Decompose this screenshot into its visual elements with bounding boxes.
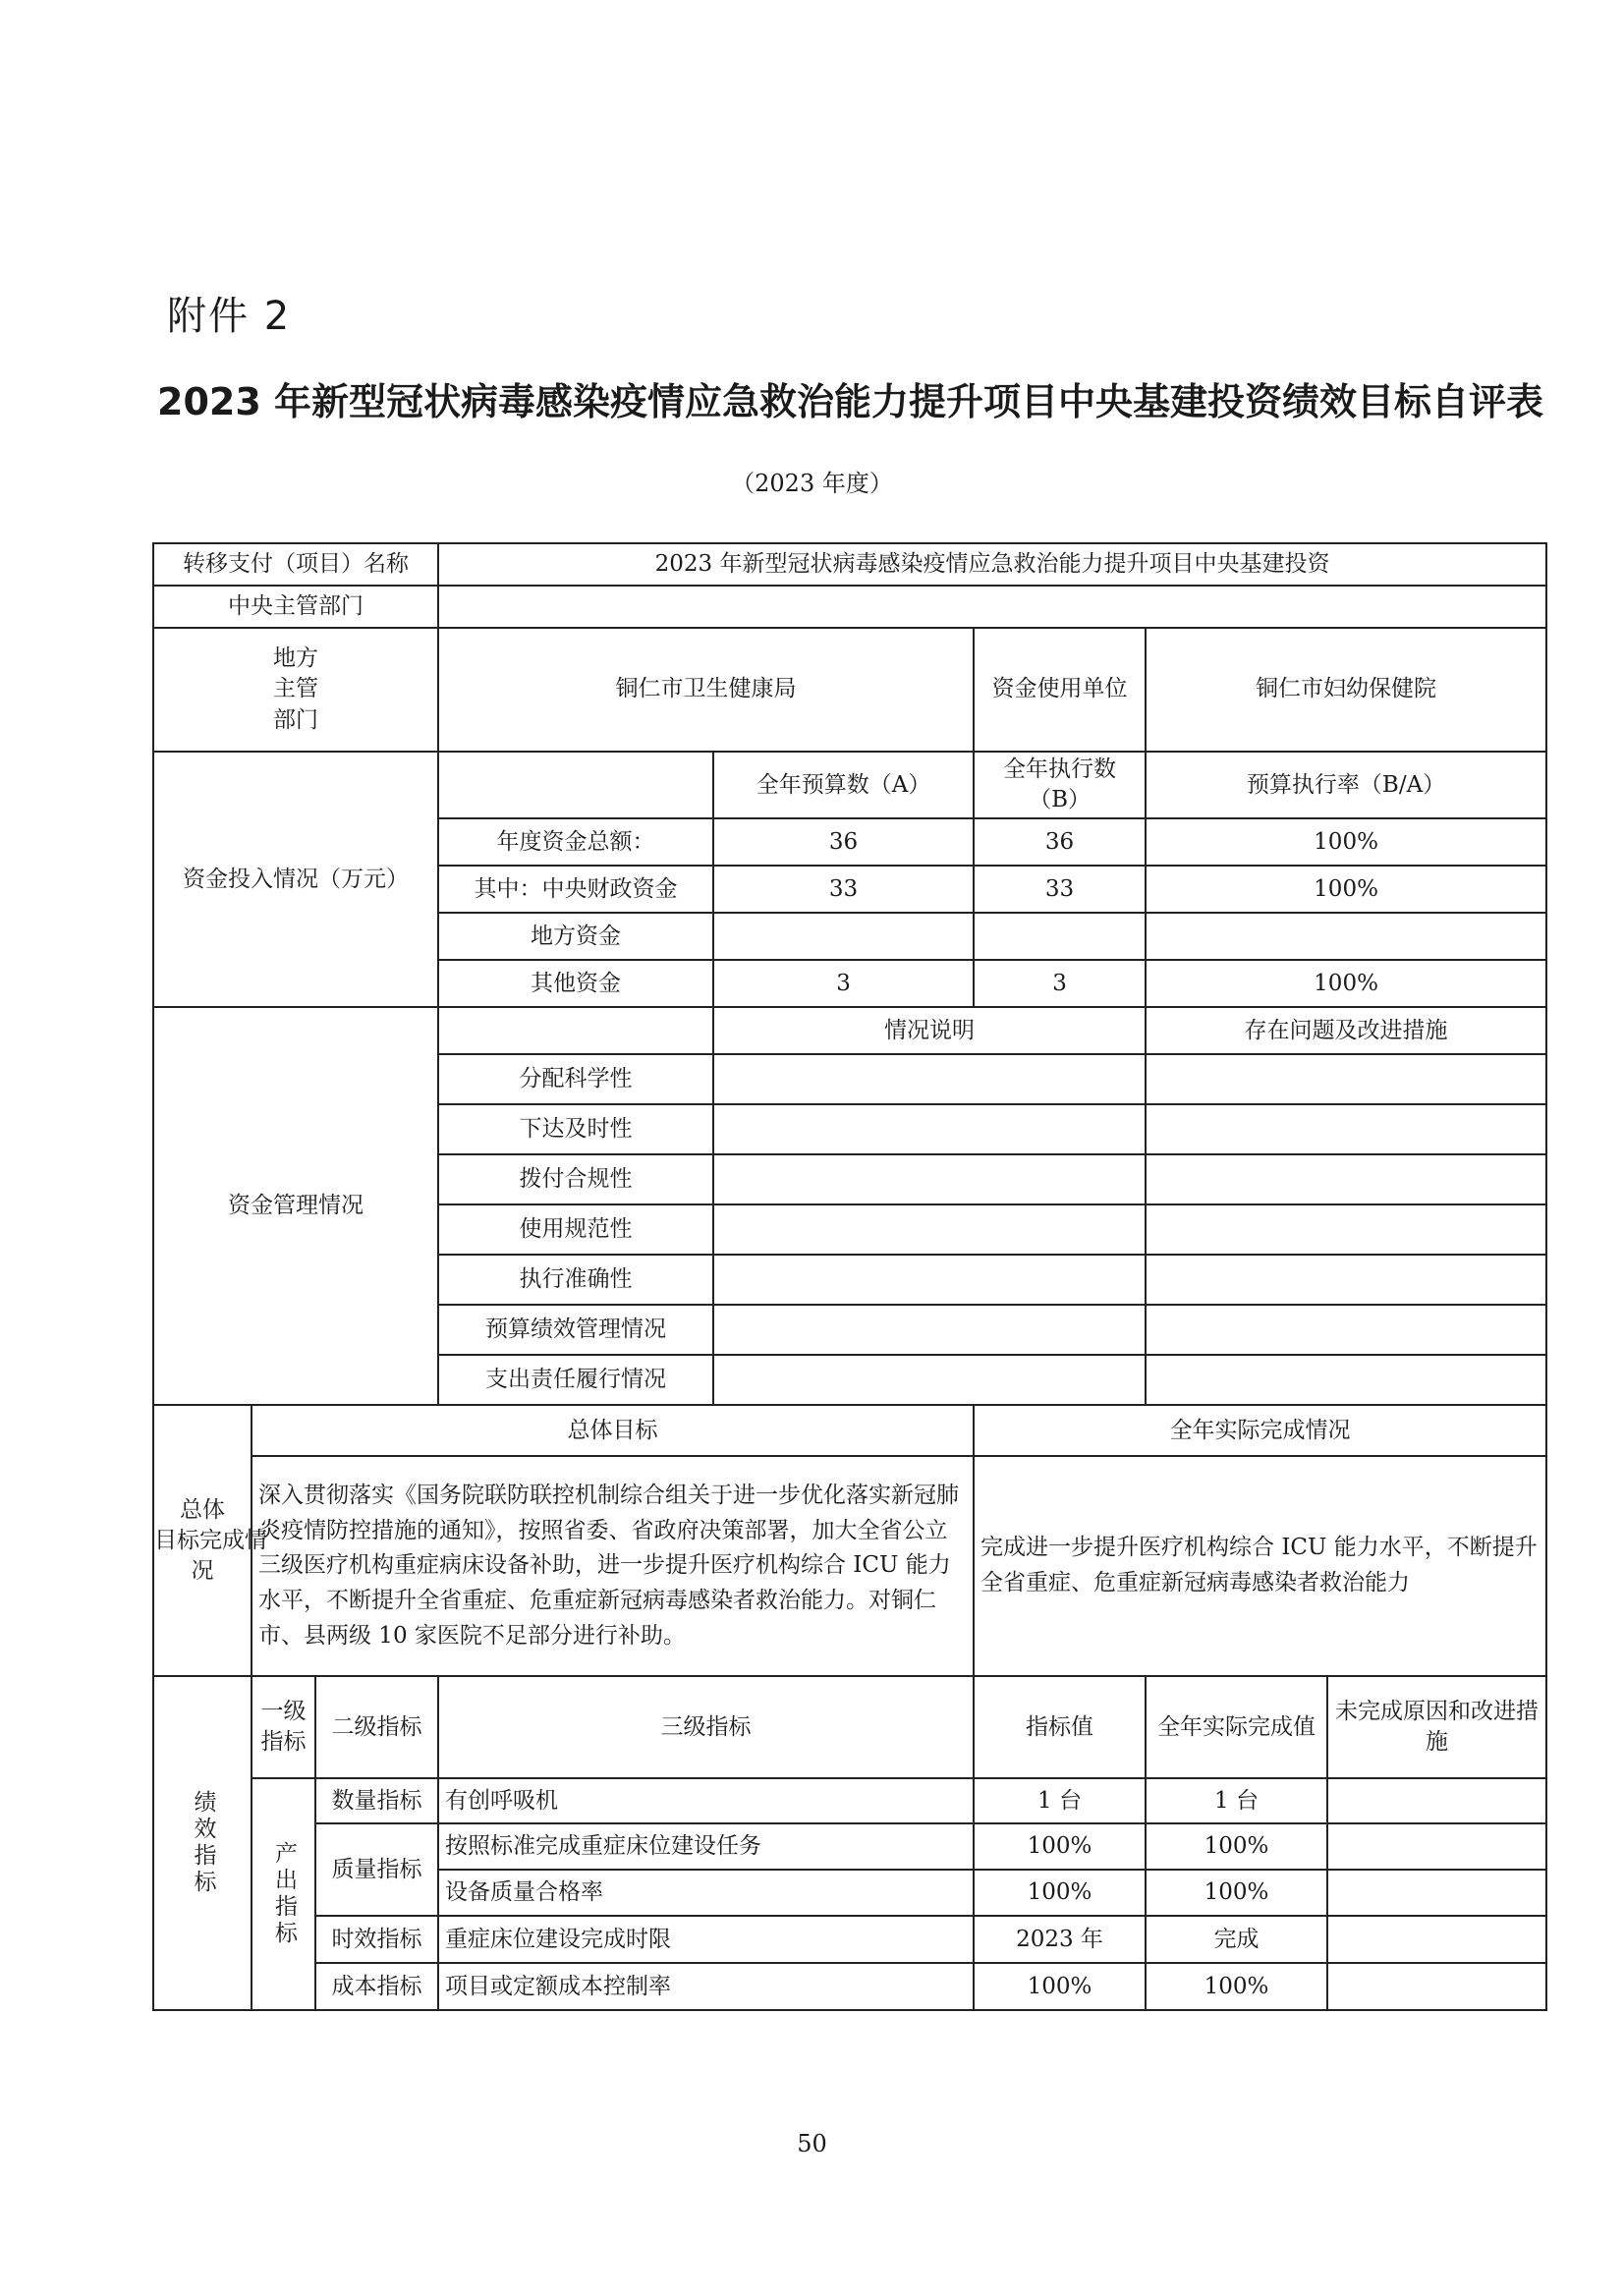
- indicator-level3: 按照标准完成重症床位建设任务: [438, 1823, 974, 1870]
- indicator-reason: [1327, 1870, 1546, 1916]
- indicators-header-level2: 二级指标: [315, 1676, 438, 1778]
- document-title: 2023 年新型冠状病毒感染疫情应急救治能力提升项目中央基建投资绩效目标自评表: [157, 380, 1543, 423]
- indicator-target: 100%: [974, 1823, 1146, 1870]
- indicator-reason: [1327, 1823, 1546, 1870]
- goal-header-row: [153, 1405, 1546, 1456]
- indicators-header-target: 指标值: [974, 1676, 1146, 1778]
- funds-row-budget: 33: [713, 866, 974, 913]
- indicators-header-reason: 未完成原因和改进措施: [1327, 1676, 1546, 1778]
- management-row-description: [713, 1054, 1146, 1104]
- indicator-row: [153, 1963, 1546, 2010]
- indicator-row: [153, 1916, 1546, 1963]
- funds-row-label: 其他资金: [438, 960, 713, 1007]
- funds-header-executed: 全年执行数（B）: [974, 752, 1146, 818]
- management-row-issues: [1146, 1054, 1546, 1104]
- goal-overall-header: 总体目标: [252, 1405, 974, 1456]
- funds-row-rate: 100%: [1146, 818, 1546, 866]
- indicator-target: 100%: [974, 1870, 1146, 1916]
- indicator-level3: 项目或定额成本控制率: [438, 1963, 974, 2010]
- funds-row-executed: 36: [974, 818, 1146, 866]
- indicator-actual: 1 台: [1146, 1778, 1327, 1823]
- funds-header-budget: 全年预算数（A）: [713, 752, 974, 818]
- central-dept-value: [438, 586, 1546, 628]
- indicator-row: [153, 1778, 1546, 1823]
- project-name-row: [153, 543, 1546, 586]
- management-row-description: [713, 1355, 1146, 1405]
- project-name-value: 2023 年新型冠状病毒感染疫情应急救治能力提升项目中央基建投资: [438, 543, 1546, 586]
- management-row-issues: [1146, 1255, 1546, 1305]
- fund-user-value: 铜仁市妇幼保健院: [1146, 628, 1546, 752]
- indicator-target: 2023 年: [974, 1916, 1146, 1963]
- goal-overall-text: 深入贯彻落实《国务院联防联控机制综合组关于进一步优化落实新冠肺炎疫情防控措施的通知》，按照省委、省政府决策部署，加大全省公立三级医疗机构重症病床设备补助，进一步提升医疗机构综合 ICU 能力水平，不断提升全省重症、危重症新冠病毒感染者救治能力。对铜仁市、县两级 10 家医院不足部分进行补助。: [252, 1456, 974, 1676]
- indicator-level2: 质量指标: [315, 1823, 438, 1916]
- goal-actual-text: 完成进一步提升医疗机构综合 ICU 能力水平，不断提升全省重症、危重症新冠病毒感染者救治能力: [974, 1456, 1546, 1676]
- local-dept-label: 地方 主管 部门: [153, 628, 438, 752]
- central-dept-label: 中央主管部门: [153, 586, 438, 628]
- indicators-header-row: [153, 1676, 1546, 1778]
- management-row-label: 使用规范性: [438, 1204, 713, 1255]
- attachment-label: 附件 2: [167, 294, 292, 339]
- indicator-level3: 有创呼吸机: [438, 1778, 974, 1823]
- funds-row-executed: 3: [974, 960, 1146, 1007]
- indicator-actual: 100%: [1146, 1870, 1327, 1916]
- indicator-level3: 重症床位建设完成时限: [438, 1916, 974, 1963]
- goal-content-row: [153, 1456, 1546, 1676]
- management-row-label: 支出责任履行情况: [438, 1355, 713, 1405]
- indicator-actual: 完成: [1146, 1916, 1327, 1963]
- funds-row-budget: 36: [713, 818, 974, 866]
- management-row-label: 下达及时性: [438, 1104, 713, 1154]
- page-number: 50: [797, 2130, 827, 2157]
- management-row-description: [713, 1255, 1146, 1305]
- management-row-issues: [1146, 1104, 1546, 1154]
- funds-row-budget: [713, 913, 974, 960]
- management-row-issues: [1146, 1305, 1546, 1355]
- funds-header-row: [153, 752, 1546, 818]
- funds-header-blank: [438, 752, 713, 818]
- indicators-section-label: 绩效指标: [153, 1676, 252, 2010]
- goal-actual-header: 全年实际完成情况: [974, 1405, 1546, 1456]
- indicator-row: [153, 1823, 1546, 1870]
- management-row-issues: [1146, 1204, 1546, 1255]
- management-row-description: [713, 1154, 1146, 1204]
- management-row-label: 分配科学性: [438, 1054, 713, 1104]
- management-row-description: [713, 1204, 1146, 1255]
- indicator-actual: 100%: [1146, 1963, 1327, 2010]
- management-row-issues: [1146, 1154, 1546, 1204]
- indicator-level2: 数量指标: [315, 1778, 438, 1823]
- local-dept-value: 铜仁市卫生健康局: [438, 628, 974, 752]
- funds-section-label: 资金投入情况（万元）: [153, 752, 438, 1007]
- indicators-level1-label: 产出指标: [252, 1778, 315, 2010]
- indicator-target: 100%: [974, 1963, 1146, 2010]
- funds-row-budget: 3: [713, 960, 974, 1007]
- management-row-description: [713, 1305, 1146, 1355]
- management-row-label: 预算绩效管理情况: [438, 1305, 713, 1355]
- management-header-description: 情况说明: [713, 1007, 1146, 1054]
- management-section-label: 资金管理情况: [153, 1007, 438, 1405]
- indicator-reason: [1327, 1778, 1546, 1823]
- indicator-target: 1 台: [974, 1778, 1146, 1823]
- indicator-reason: [1327, 1963, 1546, 2010]
- funds-row-label: 地方资金: [438, 913, 713, 960]
- management-row-description: [713, 1104, 1146, 1154]
- funds-row-label: 年度资金总额：: [438, 818, 713, 866]
- local-dept-row: [153, 628, 1546, 752]
- project-name-label: 转移支付（项目）名称: [153, 543, 438, 586]
- indicator-level3: 设备质量合格率: [438, 1870, 974, 1916]
- central-dept-row: [153, 586, 1546, 628]
- funds-row-rate: [1146, 913, 1546, 960]
- indicators-header-actual: 全年实际完成值: [1146, 1676, 1327, 1778]
- funds-row-executed: 33: [974, 866, 1146, 913]
- funds-row-executed: [974, 913, 1146, 960]
- evaluation-table: [152, 542, 1547, 2011]
- year-subtitle: （2023 年度）: [731, 470, 893, 497]
- indicators-header-level3: 三级指标: [438, 1676, 974, 1778]
- management-row-label: 执行准确性: [438, 1255, 713, 1305]
- goal-section-label: 总体 目标完成情 况: [153, 1405, 252, 1676]
- management-row-label: 拨付合规性: [438, 1154, 713, 1204]
- indicator-reason: [1327, 1916, 1546, 1963]
- fund-user-label: 资金使用单位: [974, 628, 1146, 752]
- funds-row-label: 其中：中央财政资金: [438, 866, 713, 913]
- management-header-issues: 存在问题及改进措施: [1146, 1007, 1546, 1054]
- funds-row-rate: 100%: [1146, 866, 1546, 913]
- management-header-row: [153, 1007, 1546, 1054]
- funds-header-rate: 预算执行率（B/A）: [1146, 752, 1546, 818]
- management-header-blank: [438, 1007, 713, 1054]
- indicator-actual: 100%: [1146, 1823, 1327, 1870]
- indicators-header-level1: 一级指标: [252, 1676, 315, 1778]
- funds-row-rate: 100%: [1146, 960, 1546, 1007]
- management-row-issues: [1146, 1355, 1546, 1405]
- indicator-level2: 成本指标: [315, 1963, 438, 2010]
- indicator-level2: 时效指标: [315, 1916, 438, 1963]
